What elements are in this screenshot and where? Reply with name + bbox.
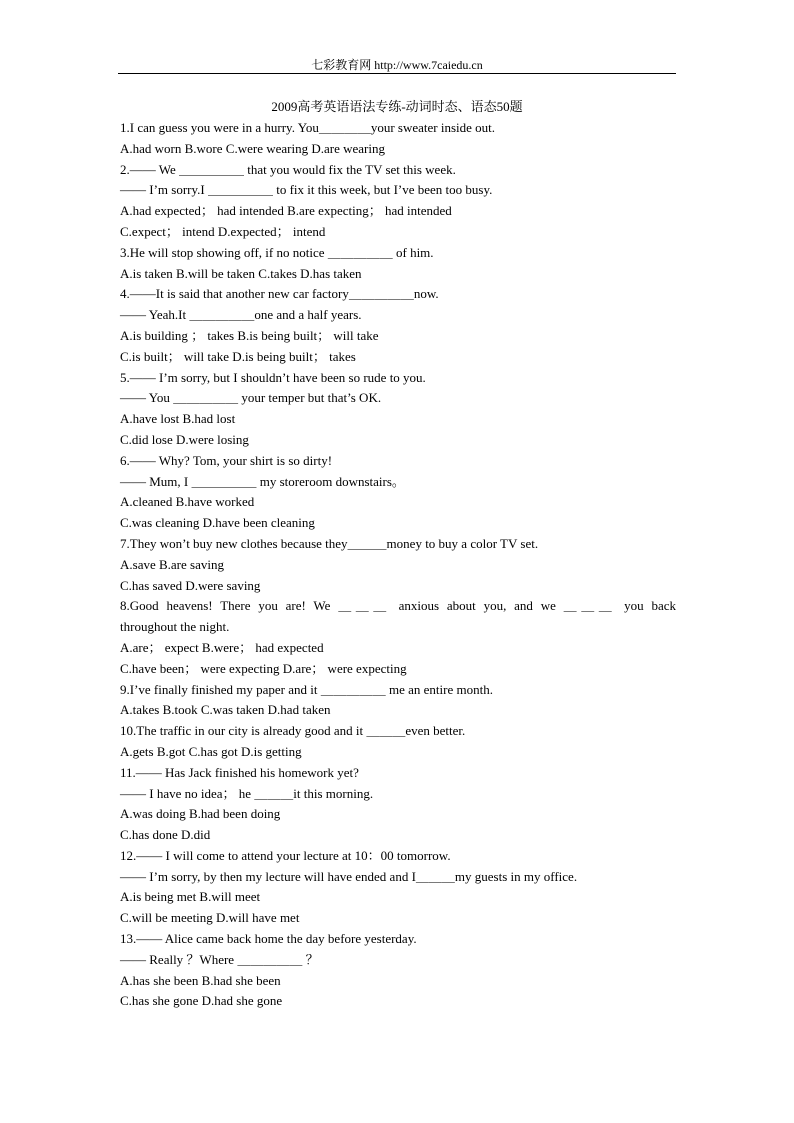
site-url[interactable]: http://www.7caiedu.cn <box>374 58 483 72</box>
text-line: C.will be meeting D.will have met <box>120 910 300 926</box>
text-line: 5.—— I’m sorry, but I shouldn’t have been so rude to you. <box>120 369 426 385</box>
text-line: —— Yeah.It ＿＿＿＿＿one and a half years. <box>120 307 362 323</box>
page-header <box>0 58 794 72</box>
text-line: 7.They won’t buy new clothes because they＿＿＿money to buy a color TV set. <box>120 535 539 551</box>
site-name: 七彩教育网 <box>311 58 372 72</box>
text-line: A.takes B.took C.was taken D.had taken <box>120 702 331 718</box>
text-line: A.save B.are saving <box>120 556 224 572</box>
text-line: —— You ＿＿＿＿＿ your temper but that’s OK. <box>120 390 382 406</box>
text-line: —— I’m sorry.I ＿＿＿＿＿ to fix it this week, but I’ve been too busy. <box>120 182 493 198</box>
text-line: C.has done D.did <box>120 827 211 843</box>
text-line: 6.—— Why? Tom, your shirt is so dirty! <box>120 452 333 468</box>
text-line: C.has saved D.were saving <box>120 577 261 593</box>
text-line: A.has she been B.had she been <box>120 972 281 988</box>
text-line: 8.Good heavens! There you are! We ＿＿＿ anxious about you, and we ＿＿＿ you back <box>120 598 676 614</box>
header-divider <box>118 73 676 74</box>
text-line: 9.I’ve finally finished my paper and it ＿＿＿＿＿ me an entire month. <box>120 681 493 697</box>
question-body <box>120 118 676 1012</box>
text-line: 12.—— I will come to attend your lecture at 10：00 tomorrow. <box>120 847 451 863</box>
text-line: A.gets B.got C.has got D.is getting <box>120 743 302 759</box>
text-line: A.is building ； takes B.is being built； will take <box>120 327 379 343</box>
text-line: —— Really ？Where ＿＿＿＿＿ ？ <box>120 951 319 967</box>
text-line: 10.The traffic in our city is already good and it ＿＿＿even better. <box>120 723 466 739</box>
text-line: C.expect； intend D.expected； intend <box>120 223 326 239</box>
text-line: 1.I can guess you were in a hurry. You＿＿＿＿your sweater inside out. <box>120 120 496 135</box>
text-line: C.has she gone D.had she gone <box>120 993 283 1009</box>
text-line: C.have been； were expecting D.are； were expecting <box>120 660 407 676</box>
text-line: C.is built； will take D.is being built； takes <box>120 348 356 364</box>
text-line: C.was cleaning D.have been cleaning <box>120 515 315 531</box>
text-line: A.is being met B.will meet <box>120 889 261 905</box>
text-line: A.was doing B.had been doing <box>120 806 281 822</box>
text-line: 2.—— We ＿＿＿＿＿ that you would fix the TV set this week. <box>120 161 456 177</box>
text-line: —— I’m sorry, by then my lecture will have ended and I＿＿＿my guests in my office. <box>120 868 578 884</box>
text-line: A.cleaned B.have worked <box>120 494 255 510</box>
text-line: 3.He will stop showing off, if no notice ＿＿＿＿＿ of him. <box>120 244 434 260</box>
text-line: A.had expected； had intended B.are expecting； had intended <box>120 203 452 219</box>
text-line: 4.——It is said that another new car factory＿＿＿＿＿now. <box>120 286 439 302</box>
text-line: throughout the night. <box>120 619 230 635</box>
document-title: 2009高考英语语法专练-动词时态、语态50题 <box>271 99 523 114</box>
text-line: 11.—— Has Jack finished his homework yet? <box>120 764 359 780</box>
text-line: 13.—— Alice came back home the day before yesterday. <box>120 931 417 947</box>
text-line: —— Mum, I ＿＿＿＿＿ my storeroom downstairs。 <box>120 473 405 489</box>
text-line: C.did lose D.were losing <box>120 431 249 447</box>
text-line: A.is taken B.will be taken C.takes D.has taken <box>120 265 362 281</box>
text-line: —— I have no idea； he ＿＿＿it this morning. <box>120 785 374 801</box>
text-line: A.had worn B.wore C.were wearing D.are wearing <box>120 140 385 156</box>
text-line: A.are； expect B.were； had expected <box>120 639 324 655</box>
text-line: A.have lost B.had lost <box>120 411 236 427</box>
